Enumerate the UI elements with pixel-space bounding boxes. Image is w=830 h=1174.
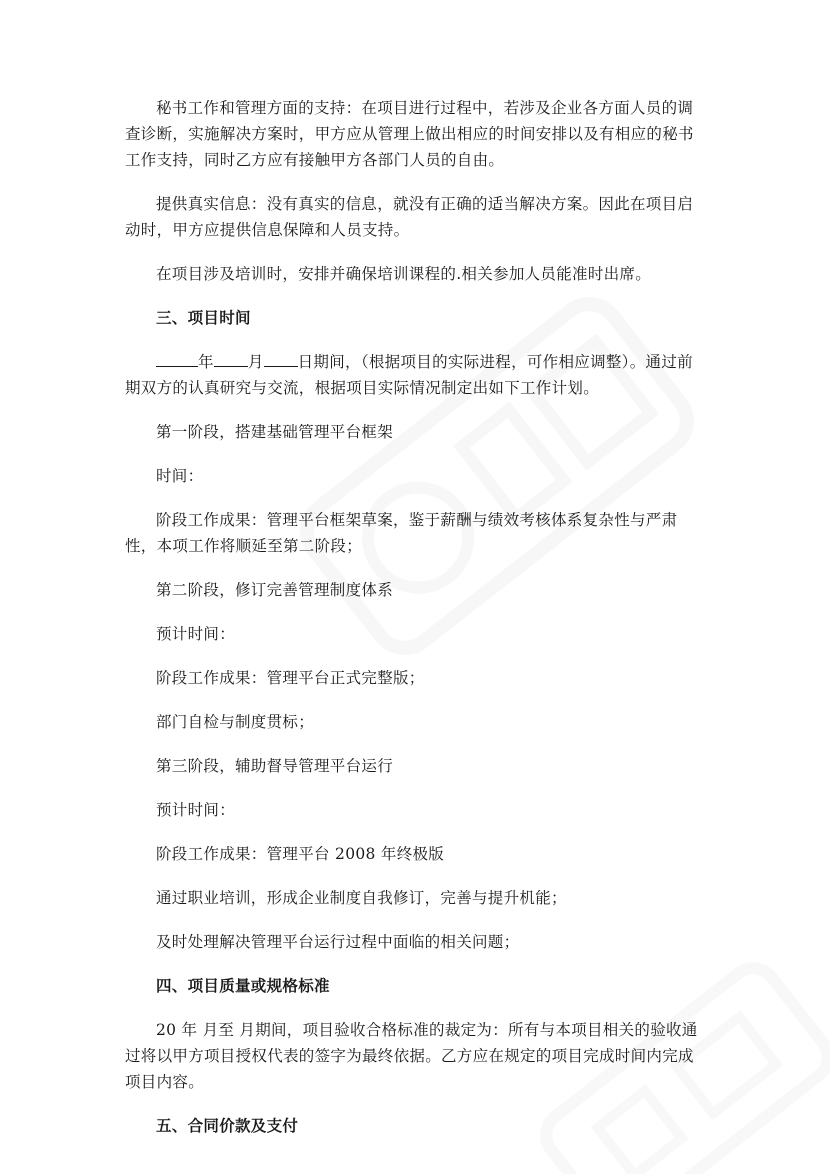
paragraph-real-information: 提供真实信息：没有真实的信息，就没有正确的适当解决方案。因此在项目启动时，甲方应提供信息保障和人员支持。 (125, 195, 694, 239)
paragraph-problem-handling: 及时处理解决管理平台运行过程中面临的相关问题； (156, 933, 520, 951)
paragraph-stage-one-result: 阶段工作成果：管理平台框架草案，鉴于薪酬与绩效考核体系复杂性与严肃性，本项工作将顺延至第二阶段； (125, 511, 678, 555)
document-body (125, 95, 707, 1157)
period-text: 日期间，（根据项目的实际进程，可作相应调整）。通过前期双方的认真研究与交流，根据项目实际情况制定出如下工作计划。 (125, 353, 693, 397)
blank-month-field (214, 350, 248, 367)
paragraph-secretary-support: 秘书工作和管理方面的支持：在项目进行过程中，若涉及企业各方面人员的调查诊断，实施解决方案时，甲方应从管理上做出相应的时间安排以及有相应的秘书工作支持，同时乙方应有接触甲方各部门人员的自由。 (125, 99, 694, 169)
paragraph-stage-three-result: 阶段工作成果：管理平台 2008 年终极版 (156, 845, 445, 863)
paragraph-acceptance-standard: 20 年 月至 月期间，项目验收合格标准的裁定为：所有与本项目相关的验收通过将以甲方项目授权代表的签字为最终依据。乙方应在规定的项目完成时间内完成项目内容。 (125, 1021, 698, 1091)
paragraph-stage-two-result: 阶段工作成果：管理平台正式完整版； (156, 669, 425, 687)
paragraph-stage-three: 第三阶段，辅助督导管理平台运行 (156, 757, 394, 775)
section-heading-quality-standard: 四、项目质量或规格标准 (156, 977, 330, 995)
paragraph-department-check: 部门自检与制度贯标； (156, 713, 315, 731)
blank-day-field (264, 350, 298, 367)
paragraph-stage-one-time: 时间： (156, 467, 204, 485)
paragraph-training: 在项目涉及培训时，安排并确保培训课程的.相关参加人员能准时出席。 (156, 265, 652, 283)
paragraph-vocational-training: 通过职业培训，形成企业制度自我修订，完善与提升机能； (156, 889, 567, 907)
section-heading-contract-price: 五、合同价款及支付 (156, 1117, 299, 1135)
paragraph-stage-one: 第一阶段，搭建基础管理平台框架 (156, 423, 394, 441)
paragraph-stage-two: 第二阶段，修订完善管理制度体系 (156, 581, 394, 599)
section-heading-project-time: 三、项目时间 (156, 309, 251, 327)
month-label: 月 (247, 353, 264, 371)
paragraph-stage-two-time: 预计时间： (156, 625, 236, 643)
blank-year-field (156, 350, 198, 367)
paragraph-stage-three-time: 预计时间： (156, 801, 236, 819)
paragraph-period (125, 349, 707, 401)
year-label: 年 (198, 353, 214, 371)
